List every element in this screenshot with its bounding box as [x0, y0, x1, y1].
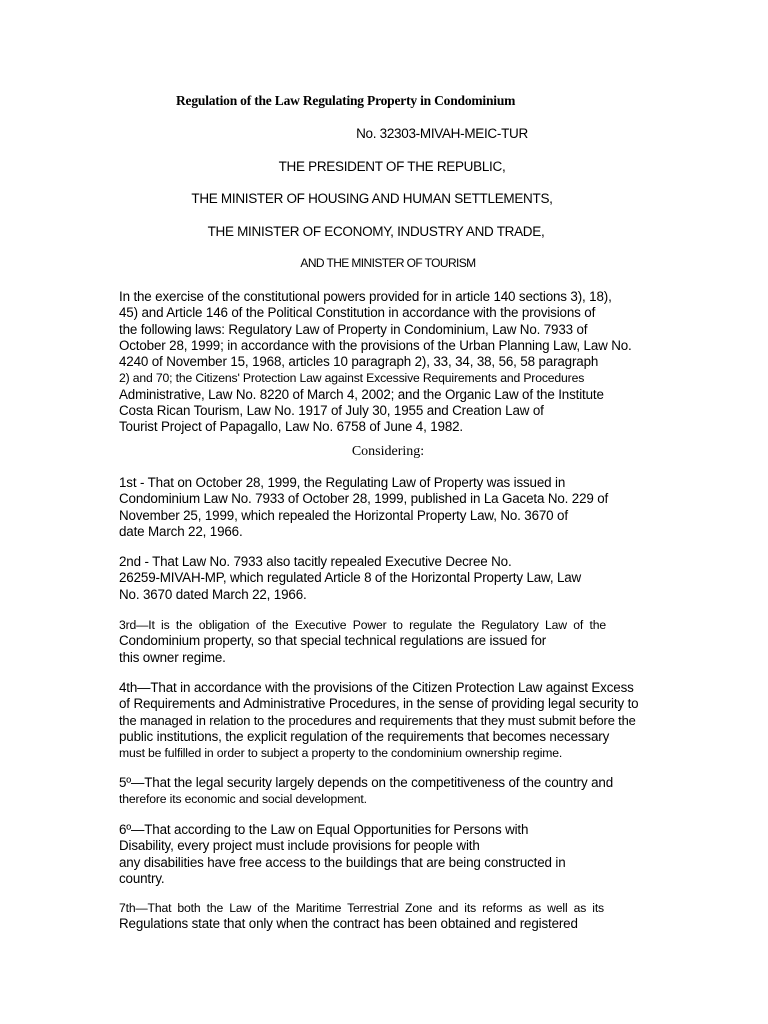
preamble-line: the following laws: Regulatory Law of Property in Condominium, Law No. 7933 of: [119, 321, 588, 337]
consideration-2: [119, 554, 659, 603]
consideration-line: November 25, 1999, which repealed the Horizontal Property Law, No. 3670 of: [119, 507, 568, 523]
consideration-line: must be fulfilled in order to subject a property to the condominium ownership regime.: [119, 746, 563, 761]
consideration-5: [119, 775, 659, 808]
issuer-president: THE PRESIDENT OF THE REPUBLIC,: [278, 159, 506, 174]
consideration-line: 1st - That on October 28, 1999, the Regulating Law of Property was issued in: [119, 475, 566, 490]
consideration-line: Disability, every project must include provisions for people with: [119, 838, 480, 854]
consideration-6: [119, 822, 659, 887]
consideration-line: 4th—That in accordance with the provisions of the Citizen Protection Law against Excess: [119, 680, 634, 695]
preamble-line: Administrative, Law No. 8220 of March 4, 2002; and the Organic Law of the Institute: [119, 386, 604, 402]
consideration-3: [119, 617, 606, 666]
preamble-paragraph: [119, 289, 659, 436]
preamble-line: In the exercise of the constitutional powers provided for in article 140 sections 3), 18),: [119, 289, 612, 304]
consideration-line: of Requirements and Administrative Procedures, in the sense of providing legal security to: [119, 696, 639, 712]
consideration-line: Condominium Law No. 7933 of October 28, 1999, published in La Gaceta No. 229 of: [119, 491, 609, 507]
consideration-7: [119, 900, 604, 933]
consideration-line: 7th—That both the Law of the Maritime Terrestrial Zone and its reforms as well as its: [119, 901, 604, 915]
considering-heading: Considering:: [351, 444, 425, 459]
preamble-line: October 28, 1999; in accordance with the provisions of the Urban Planning Law, Law No.: [119, 337, 632, 353]
preamble-line: 45) and Article 146 of the Political Constitution in accordance with the provisions of: [119, 305, 596, 321]
consideration-line: this owner regime.: [119, 649, 226, 665]
preamble-line: Tourist Project of Papagallo, Law No. 6758 of June 4, 1982.: [119, 419, 463, 435]
consideration-line: 3rd—It is the obligation of the Executive Power to regulate the Regulatory Law of the: [119, 618, 606, 632]
consideration-line: date March 22, 1966.: [119, 523, 243, 539]
consideration-line: 6º—That according to the Law on Equal Opportunities for Persons with: [119, 822, 529, 837]
consideration-line: No. 3670 dated March 22, 1966.: [119, 586, 307, 602]
consideration-line: 26259-MIVAH-MP, which regulated Article 8 of the Horizontal Property Law, Law: [119, 570, 582, 586]
consideration-line: public institutions, the explicit regulation of the requirements that becomes necessary: [119, 728, 610, 744]
consideration-line: Condominium property, so that special technical regulations are issued for: [119, 633, 547, 649]
consideration-4: [119, 680, 659, 761]
consideration-line: the managed in relation to the procedures and requirements that they must submit before the: [119, 712, 636, 728]
issuer-economy-minister: THE MINISTER OF ECONOMY, INDUSTRY AND TRADE,: [207, 224, 545, 239]
preamble-line: 2) and 70; the Citizens' Protection Law against Excessive Requirements and Procedures: [119, 371, 585, 386]
preamble-line: Costa Rican Tourism, Law No. 1917 of July 30, 1955 and Creation Law of: [119, 403, 544, 419]
consideration-line: any disabilities have free access to the buildings that are being constructed in: [119, 854, 566, 870]
consideration-line: 2nd - That Law No. 7933 also tacitly repealed Executive Decree No.: [119, 554, 512, 569]
consideration-line: country.: [119, 870, 165, 886]
issuer-tourism-minister: AND THE MINISTER OF TOURISM: [300, 256, 476, 270]
decree-number: No. 32303-MIVAH-MEIC-TUR: [356, 126, 528, 141]
consideration-1: [119, 475, 659, 540]
issuer-housing-minister: THE MINISTER OF HOUSING AND HUMAN SETTLEMENTS,: [191, 191, 553, 206]
consideration-line: 5º—That the legal security largely depends on the competitiveness of the country and: [119, 775, 613, 790]
consideration-line: Regulations state that only when the contract has been obtained and registered: [119, 916, 578, 932]
preamble-line: 4240 of November 15, 1968, articles 10 paragraph 2), 33, 34, 38, 56, 58 paragraph: [119, 354, 599, 370]
consideration-line: therefore its economic and social development.: [119, 792, 367, 807]
document-title: Regulation of the Law Regulating Property in Condominium: [176, 93, 516, 108]
